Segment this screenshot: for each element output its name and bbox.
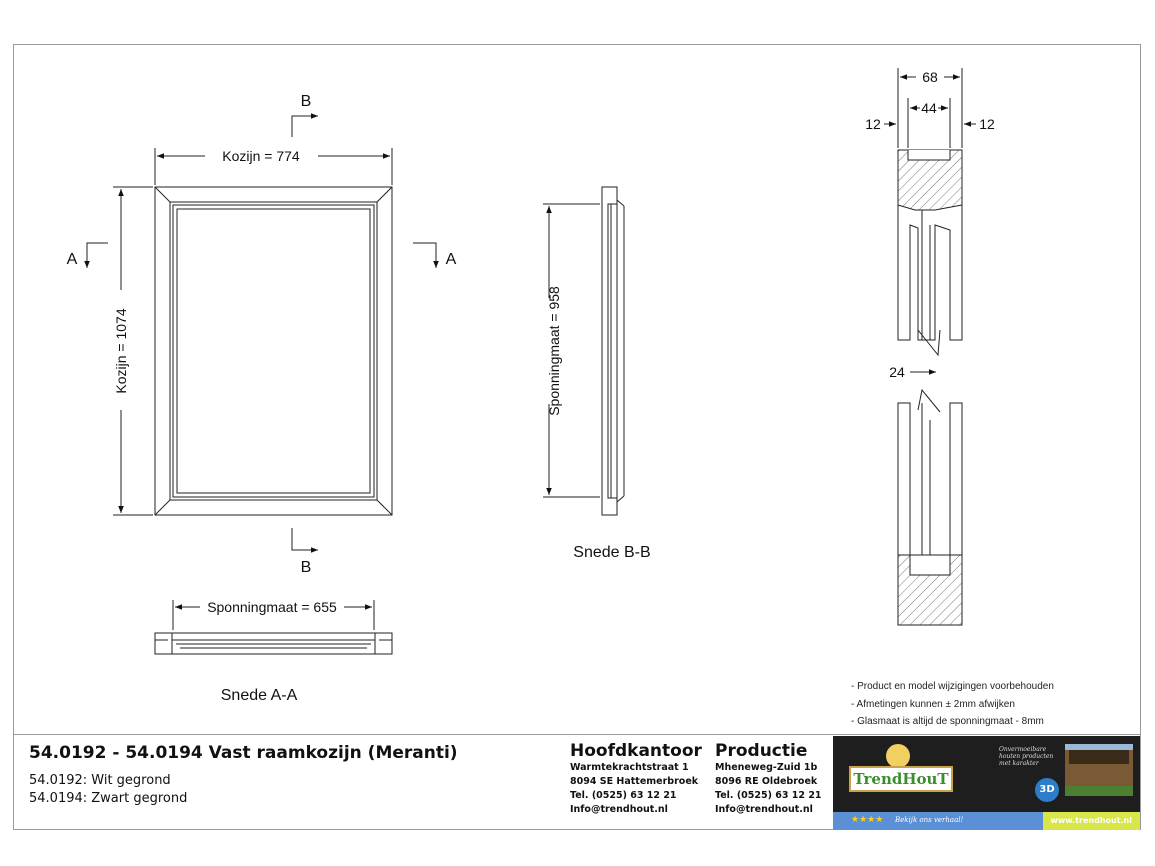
section-marker-a-right [413, 243, 436, 268]
productie-city: 8096 RE Oldebroek [715, 776, 818, 787]
productie-street: Mheneweg-Zuid 1b [715, 762, 818, 773]
dim-68-label: 68 [922, 69, 938, 85]
productie-block [715, 741, 822, 817]
trendhout-logo[interactable] [833, 736, 1140, 830]
logo-bar [833, 812, 1140, 830]
product-title: 54.0192 - 54.0194 Vast raamkozijn (Meranti) [29, 743, 458, 763]
productie-tel: Tel. (0525) 63 12 21 [715, 790, 822, 801]
section-marker-b-bottom [292, 528, 318, 550]
title-block [13, 734, 1141, 831]
variant-white: 54.0192: Wit gegrond [29, 773, 171, 788]
kozijn-width-label: Kozijn = 774 [222, 148, 300, 164]
rating-stars-icon: ★★★★ [851, 815, 884, 825]
kozijn-height-label: Kozijn = 1074 [113, 308, 129, 394]
hoofdkantoor-tel: Tel. (0525) 63 12 21 [570, 790, 677, 801]
section-bb-profile [602, 187, 624, 515]
productie-email[interactable]: Info@trendhout.nl [715, 804, 813, 815]
section-aa-profile [155, 633, 392, 654]
dim-44-label: 44 [921, 100, 937, 116]
detail-profile-bottom [898, 390, 962, 625]
section-label-b-bottom: B [300, 559, 312, 576]
dim-24-label: 24 [889, 364, 905, 380]
hoofdkantoor-street: Warmtekrachtstraat 1 [570, 762, 689, 773]
dim-12-left-label: 12 [865, 116, 881, 132]
dim-12-right-label: 12 [979, 116, 995, 132]
logo-tagline: Onvermoeibare houten producten met karakter [999, 746, 1054, 767]
section-label-a-right: A [445, 251, 457, 268]
3d-badge-icon: 3D [1035, 778, 1059, 802]
sponning-height-label: Sponningmaat = 958 [546, 286, 562, 416]
garden-house-photo [1065, 744, 1133, 796]
logo-wordmark: TrendHouT [849, 766, 953, 792]
frame-front-view [155, 187, 392, 515]
section-marker-b-top [292, 116, 318, 137]
hoofdkantoor-block [570, 741, 702, 817]
note-1: - Product en model wijzigingen voorbehouden [851, 681, 1054, 692]
sponning-width-label: Sponningmaat = 655 [207, 599, 337, 615]
snede-aa-label: Snede A-A [220, 687, 298, 704]
section-marker-a-left [87, 243, 108, 268]
snede-bb-label: Snede B-B [573, 544, 651, 561]
hoofdkantoor-email[interactable]: Info@trendhout.nl [570, 804, 668, 815]
logo-slogan: Bekijk ons verhaal! [895, 816, 964, 824]
website-link[interactable]: www.trendhout.nl [1050, 816, 1132, 825]
tree-icon [886, 744, 910, 768]
note-2: - Afmetingen kunnen ± 2mm afwijken [851, 699, 1015, 710]
section-label-b-top: B [300, 93, 312, 110]
hoofdkantoor-heading: Hoofdkantoor [570, 741, 702, 761]
section-label-a-left: A [66, 251, 78, 268]
variant-black: 54.0194: Zwart gegrond [29, 791, 188, 806]
detail-profile-top [898, 150, 962, 355]
productie-heading: Productie [715, 741, 808, 761]
note-3: - Glasmaat is altijd de sponningmaat - 8mm [851, 716, 1044, 727]
hoofdkantoor-city: 8094 SE Hattemerbroek [570, 776, 699, 787]
